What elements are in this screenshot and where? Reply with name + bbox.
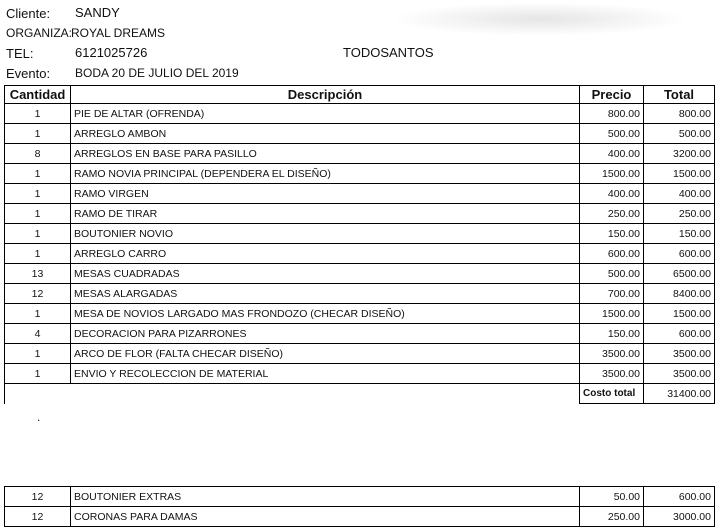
table-header-row: [5, 86, 715, 104]
description-cell: CORONAS PARA DAMAS: [71, 507, 580, 527]
price-cell: 3500.00: [580, 364, 644, 384]
quantity-cell: 12: [5, 284, 71, 304]
description-cell: ENVIO Y RECOLECCION DE MATERIAL: [71, 364, 580, 384]
total-cell: 400.00: [644, 184, 715, 204]
cliente-row: [0, 4, 720, 24]
col-precio: Precio: [580, 86, 644, 104]
table-row: [5, 224, 715, 244]
quantity-cell: 12: [5, 507, 71, 527]
costo-total-row: [5, 384, 715, 404]
quantity-cell: 1: [5, 124, 71, 144]
price-cell: 600.00: [580, 244, 644, 264]
total-cell: 600.00: [644, 324, 715, 344]
costo-total-value: 31400.00: [644, 384, 715, 404]
description-cell: ARCO DE FLOR (FALTA CHECAR DISEÑO): [71, 344, 580, 364]
table-row: [5, 144, 715, 164]
tel-label: TEL:: [6, 46, 34, 61]
tel-value: 6121025726: [75, 45, 148, 60]
evento-label: Evento:: [6, 66, 51, 81]
price-cell: 500.00: [580, 264, 644, 284]
table-row: [5, 324, 715, 344]
price-cell: 250.00: [580, 204, 644, 224]
total-cell: 1500.00: [644, 164, 715, 184]
description-cell: BOUTONIER EXTRAS: [71, 487, 580, 507]
organiza-value: ROYAL DREAMS: [71, 26, 166, 40]
description-cell: MESAS CUADRADAS: [71, 264, 580, 284]
description-cell: MESAS ALARGADAS: [71, 284, 580, 304]
price-cell: 150.00: [580, 324, 644, 344]
col-cantidad: Cantidad: [5, 86, 71, 104]
organiza-row: [0, 24, 720, 44]
quantity-cell: 1: [5, 164, 71, 184]
total-cell: 3000.00: [644, 507, 715, 527]
table-row: [5, 184, 715, 204]
description-cell: PIE DE ALTAR (OFRENDA): [71, 104, 580, 124]
tel-row: [0, 44, 720, 64]
table-row: [5, 164, 715, 184]
quantity-cell: 4: [5, 324, 71, 344]
quantity-cell: 1: [5, 364, 71, 384]
items-table: [4, 85, 715, 404]
description-cell: ARREGLO CARRO: [71, 244, 580, 264]
total-cell: 1500.00: [644, 304, 715, 324]
stray-dot: .: [37, 410, 41, 424]
price-cell: 500.00: [580, 124, 644, 144]
quantity-cell: 1: [5, 104, 71, 124]
total-cell: 8400.00: [644, 284, 715, 304]
evento-row: [0, 64, 720, 84]
price-cell: 150.00: [580, 224, 644, 244]
total-cell: 500.00: [644, 124, 715, 144]
description-cell: ARREGLO AMBON: [71, 124, 580, 144]
costo-total-label: Costo total: [580, 384, 644, 404]
cliente-label: Cliente:: [6, 6, 51, 21]
table-row: [5, 284, 715, 304]
quantity-cell: 12: [5, 487, 71, 507]
price-cell: 1500.00: [580, 164, 644, 184]
total-cell: 3200.00: [644, 144, 715, 164]
table-row: [5, 487, 715, 507]
table-row: [5, 507, 715, 527]
price-cell: 3500.00: [580, 344, 644, 364]
total-cell: 3500.00: [644, 364, 715, 384]
organiza-label: ORGANIZA:: [6, 26, 73, 40]
evento-value: BODA 20 DE JULIO DEL 2019: [75, 66, 239, 80]
description-cell: BOUTONIER NOVIO: [71, 224, 580, 244]
description-cell: RAMO DE TIRAR: [71, 204, 580, 224]
table-row: [5, 304, 715, 324]
price-cell: 700.00: [580, 284, 644, 304]
table-row: [5, 244, 715, 264]
table-row: [5, 104, 715, 124]
table-row: [5, 124, 715, 144]
quantity-cell: 1: [5, 304, 71, 324]
quantity-cell: 1: [5, 344, 71, 364]
quantity-cell: 1: [5, 244, 71, 264]
cliente-value: SANDY: [75, 5, 120, 20]
total-cell: 600.00: [644, 487, 715, 507]
description-cell: ARREGLOS EN BASE PARA PASILLO: [71, 144, 580, 164]
price-cell: 400.00: [580, 184, 644, 204]
quantity-cell: 1: [5, 204, 71, 224]
extra-items-table: [4, 486, 715, 527]
description-cell: RAMO NOVIA PRINCIPAL (DEPENDERA EL DISEÑO): [71, 164, 580, 184]
quantity-cell: 1: [5, 224, 71, 244]
col-total: Total: [644, 86, 715, 104]
price-cell: 400.00: [580, 144, 644, 164]
price-cell: 800.00: [580, 104, 644, 124]
price-cell: 50.00: [580, 487, 644, 507]
quantity-cell: 8: [5, 144, 71, 164]
total-cell: 250.00: [644, 204, 715, 224]
total-cell: 800.00: [644, 104, 715, 124]
description-cell: MESA DE NOVIOS LARGADO MAS FRONDOZO (CHECAR DISEÑO): [71, 304, 580, 324]
total-cell: 600.00: [644, 244, 715, 264]
table-row: [5, 264, 715, 284]
table-row: [5, 204, 715, 224]
col-descripcion: Descripción: [71, 86, 580, 104]
total-cell: 3500.00: [644, 344, 715, 364]
table-row: [5, 364, 715, 384]
price-cell: 1500.00: [580, 304, 644, 324]
total-cell: 6500.00: [644, 264, 715, 284]
quantity-cell: 13: [5, 264, 71, 284]
price-cell: 250.00: [580, 507, 644, 527]
table-row: [5, 344, 715, 364]
description-cell: DECORACION PARA PIZARRONES: [71, 324, 580, 344]
quantity-cell: 1: [5, 184, 71, 204]
total-cell: 150.00: [644, 224, 715, 244]
location-text: TODOSANTOS: [343, 45, 434, 60]
description-cell: RAMO VIRGEN: [71, 184, 580, 204]
